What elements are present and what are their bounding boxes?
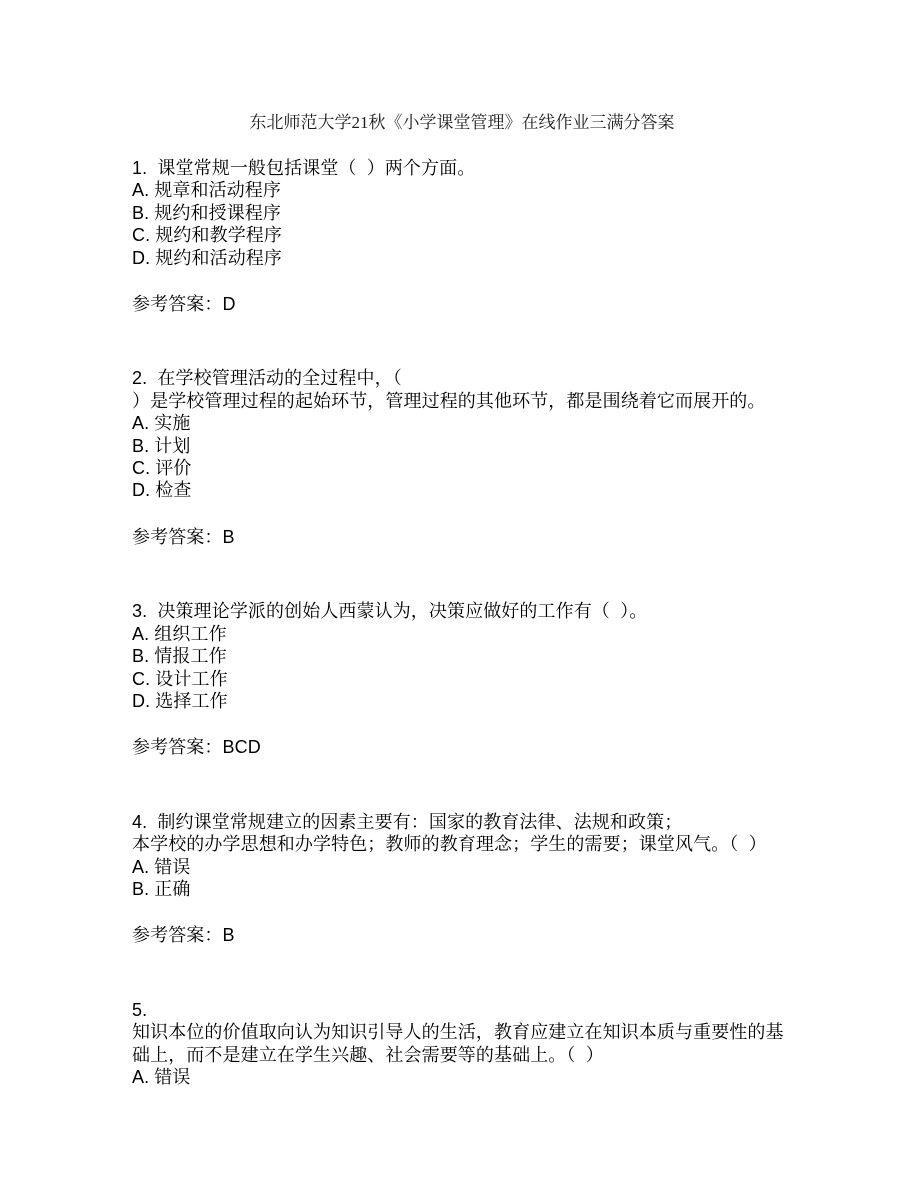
stem-line: 4. 制约课堂常规建立的因素主要有：国家的教育法律、法规和政策； (132, 811, 683, 832)
answer-value: BCD (222, 737, 261, 758)
question-list (132, 157, 792, 1088)
option-list (132, 856, 792, 901)
stem-line: 础上，而不是建立在学生兴趣、社会需要等的基础上。（ ） (132, 1044, 604, 1065)
option-line: B. 情报工作 (132, 646, 227, 667)
option-line: A. 实施 (132, 413, 191, 434)
answer-label: 参考答案： (132, 526, 223, 547)
answer-label: 参考答案： (132, 294, 223, 315)
option-line: B. 规约和授课程序 (132, 202, 282, 223)
question-stem (132, 999, 792, 1066)
page-title: 东北师范大学21秋《小学课堂管理》在线作业三满分答案 (249, 113, 675, 132)
question-block (132, 367, 792, 548)
stem-line: 本学校的办学思想和办学特色；教师的教育理念；学生的需要；课堂风气。（ ） (132, 834, 767, 855)
stem-line: 2. 在学校管理活动的全过程中，（ (132, 368, 402, 389)
option-line: A. 规章和活动程序 (132, 180, 282, 201)
answer-value: B (222, 925, 235, 946)
answer-value: D (222, 294, 236, 315)
option-line: D. 检查 (132, 480, 192, 501)
option-line: D. 选择工作 (132, 690, 228, 711)
answer-value: B (222, 526, 235, 547)
answer-line (132, 924, 792, 946)
option-line: B. 正确 (132, 878, 191, 899)
option-line: C. 规约和教学程序 (132, 225, 283, 246)
answer-line (132, 293, 792, 315)
option-line: A. 组织工作 (132, 623, 227, 644)
option-line: C. 设计工作 (132, 668, 228, 689)
stem-line: 3. 决策理论学派的创始人西蒙认为，决策应做好的工作有（ ）。 (132, 601, 648, 622)
option-line: B. 计划 (132, 435, 191, 456)
stem-line: 知识本位的价值取向认为知识引导人的生活，教育应建立在知识本质与重要性的基 (132, 1022, 784, 1043)
question-stem (132, 811, 792, 856)
option-list (132, 412, 792, 502)
stem-line: 1. 课堂常规一般包括课堂（ ）两个方面。 (132, 158, 476, 178)
option-list (132, 179, 792, 269)
option-line: C. 评价 (132, 458, 192, 479)
option-line: A. 错误 (132, 856, 191, 877)
question-block (132, 157, 792, 315)
option-line: D. 规约和活动程序 (132, 247, 283, 268)
answer-label: 参考答案： (132, 737, 223, 758)
stem-line: ）是学校管理过程的起始环节，管理过程的其他环节，都是围绕着它而展开的。 (132, 390, 766, 411)
question-block (132, 811, 792, 947)
question-stem (132, 157, 792, 179)
answer-label: 参考答案： (132, 925, 223, 946)
question-block (132, 600, 792, 758)
option-line: A. 错误 (132, 1066, 191, 1087)
question-stem (132, 600, 792, 622)
question-block (132, 999, 792, 1089)
stem-line: 5. (132, 999, 148, 1020)
answer-line (132, 736, 792, 758)
answer-line (132, 526, 792, 548)
option-list (132, 623, 792, 713)
option-list (132, 1066, 792, 1088)
question-stem (132, 367, 792, 412)
